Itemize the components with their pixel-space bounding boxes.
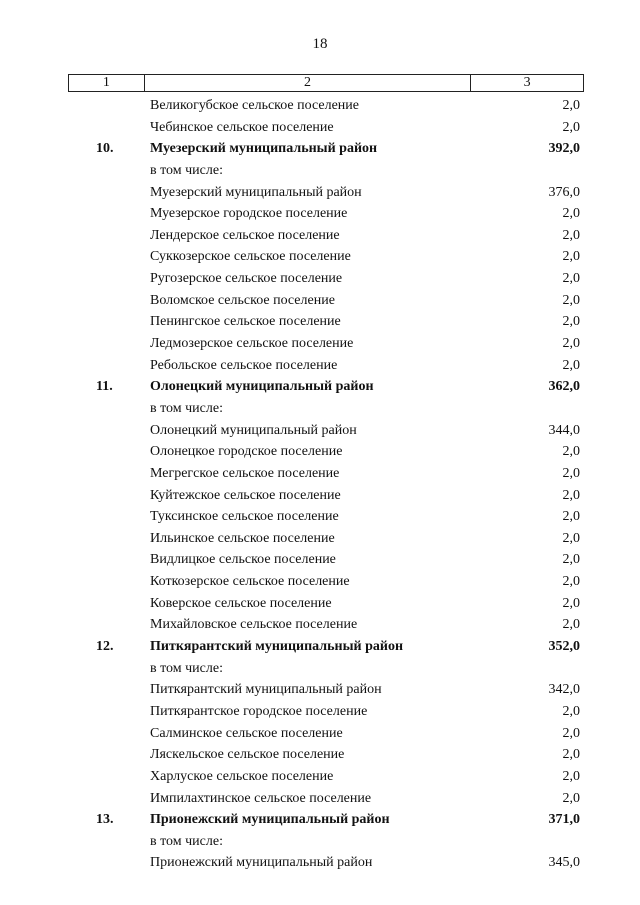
table-row (0, 506, 640, 528)
row-value: 2,0 (562, 487, 580, 503)
table-row (0, 614, 640, 636)
row-value: 2,0 (562, 271, 580, 287)
table-row (0, 679, 640, 701)
row-number: 11. (96, 379, 113, 395)
row-value: 2,0 (562, 530, 580, 546)
table-row (0, 138, 640, 160)
row-name: Ругозерское сельское поселение (150, 271, 343, 287)
row-name: Ребольское сельское поселение (150, 357, 338, 373)
row-value: 2,0 (562, 747, 580, 763)
row-value: 376,0 (548, 184, 580, 200)
row-value: 392,0 (548, 141, 580, 157)
table-row (0, 701, 640, 723)
row-value: 2,0 (562, 249, 580, 265)
table-row (0, 809, 640, 831)
table-row (0, 355, 640, 377)
table-row (0, 225, 640, 247)
row-value: 2,0 (562, 552, 580, 568)
row-name: в том числе: (150, 162, 223, 178)
table-row (0, 376, 640, 398)
column-header-2: 2 (144, 75, 470, 92)
table-row (0, 744, 640, 766)
row-name: Импилахтинское сельское поселение (150, 790, 372, 806)
row-name: Пенингское сельское поселение (150, 314, 341, 330)
table-row (0, 290, 640, 312)
row-name: Воломское сельское поселение (150, 292, 335, 308)
row-name: Мегрегское сельское поселение (150, 465, 340, 481)
row-value: 362,0 (548, 379, 580, 395)
row-number: 12. (96, 639, 114, 655)
row-value: 2,0 (562, 768, 580, 784)
row-value: 2,0 (562, 444, 580, 460)
row-value: 2,0 (562, 703, 580, 719)
row-value: 2,0 (562, 227, 580, 243)
row-name: Олонецкое городское поселение (150, 444, 343, 460)
row-name: Прионежский муниципальный район (150, 812, 390, 828)
table-row (0, 485, 640, 507)
table-row (0, 723, 640, 745)
row-number: 13. (96, 812, 114, 828)
page-number: 18 (312, 36, 328, 52)
table-row (0, 268, 640, 290)
table-row (0, 182, 640, 204)
row-name: Прионежский муниципальный район (150, 855, 373, 871)
row-value: 2,0 (562, 292, 580, 308)
row-value: 2,0 (562, 98, 580, 113)
row-name: Ильинское сельское поселение (150, 530, 335, 546)
row-name: Михайловское сельское поселение (150, 617, 358, 633)
table-row (0, 549, 640, 571)
row-name: Питкярантский муниципальный район (150, 682, 382, 698)
table-row (0, 95, 640, 117)
row-value: 2,0 (562, 617, 580, 633)
row-name: Коверское сельское поселение (150, 595, 332, 611)
table-row (0, 788, 640, 810)
table-row (0, 420, 640, 442)
column-header-3: 3 (471, 75, 584, 92)
row-name: Коткозерское сельское поселение (150, 574, 350, 590)
row-value: 2,0 (562, 314, 580, 330)
row-value: 344,0 (548, 422, 580, 438)
row-value: 352,0 (548, 639, 580, 655)
table-row (0, 852, 640, 874)
row-name: Харлуское сельское поселение (150, 768, 334, 784)
row-value: 371,0 (548, 812, 580, 828)
row-value: 2,0 (562, 336, 580, 352)
table-row (0, 333, 640, 355)
row-value: 2,0 (562, 725, 580, 741)
row-name: Питкярантский муниципальный район (150, 639, 404, 655)
row-name: Салминское сельское поселение (150, 725, 343, 741)
row-name: Питкярантское городское поселение (150, 703, 368, 719)
row-name: Чебинское сельское поселение (150, 119, 334, 135)
row-name: Видлицкое сельское поселение (150, 552, 336, 568)
row-name: Туксинское сельское поселение (150, 509, 339, 525)
row-name: в том числе: (150, 660, 223, 676)
table-row (0, 203, 640, 225)
row-name: Олонецкий муниципальный район (150, 422, 357, 438)
table-row (0, 441, 640, 463)
row-name: Муезерский муниципальный район (150, 184, 362, 200)
column-header-1: 1 (69, 75, 145, 92)
row-name: Суккозерское сельское поселение (150, 249, 351, 265)
table-row (0, 528, 640, 550)
row-value: 2,0 (562, 595, 580, 611)
row-value: 2,0 (562, 509, 580, 525)
table-row (0, 636, 640, 658)
row-name: Муезерский муниципальный район (150, 141, 378, 157)
table-row (0, 658, 640, 680)
row-name: Лендерское сельское поселение (150, 227, 340, 243)
row-name: в том числе: (150, 400, 223, 416)
row-value: 345,0 (548, 855, 580, 871)
row-value: 2,0 (562, 206, 580, 222)
row-name: в том числе: (150, 833, 223, 849)
table-row (0, 398, 640, 420)
table-row (0, 160, 640, 182)
table-row (0, 311, 640, 333)
row-name: Муезерское городское поселение (150, 206, 348, 222)
row-name: Ледмозерское сельское поселение (150, 336, 354, 352)
row-name: Олонецкий муниципальный район (150, 379, 374, 395)
table-body (0, 95, 640, 874)
table-row (0, 571, 640, 593)
row-number: 10. (96, 141, 114, 157)
row-name: Ляскельское сельское поселение (150, 747, 345, 763)
table-row (0, 117, 640, 139)
row-value: 342,0 (548, 682, 580, 698)
row-value: 2,0 (562, 357, 580, 373)
column-header-table (68, 74, 584, 92)
row-name: Куйтежское сельское поселение (150, 487, 341, 503)
table-row (0, 246, 640, 268)
column-header-row (69, 75, 584, 92)
table-row (0, 831, 640, 853)
row-value: 2,0 (562, 790, 580, 806)
row-value: 2,0 (562, 574, 580, 590)
table-row (0, 593, 640, 615)
table-row (0, 463, 640, 485)
row-name: Великогубское сельское поселение (150, 98, 359, 113)
row-value: 2,0 (562, 119, 580, 135)
table-row (0, 766, 640, 788)
row-value: 2,0 (562, 465, 580, 481)
